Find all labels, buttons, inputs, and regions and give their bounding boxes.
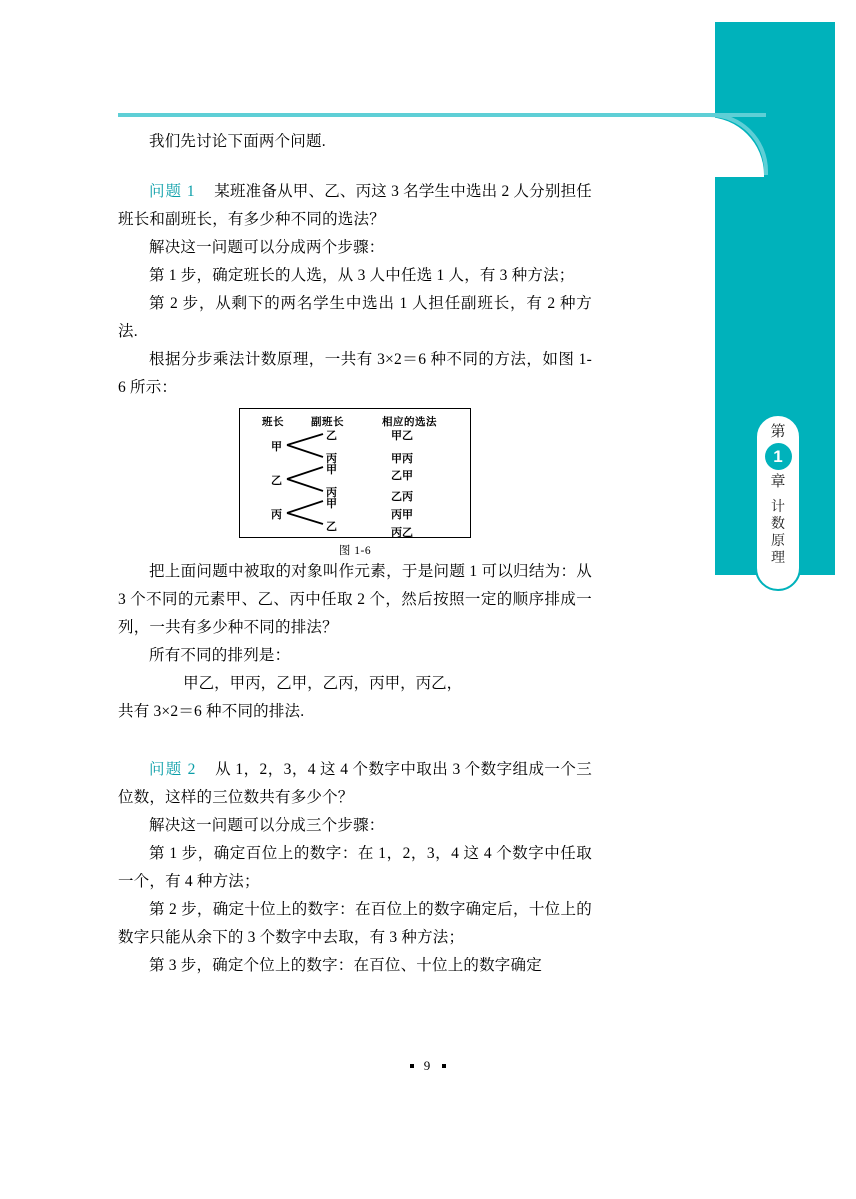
after-figure-paragraph-1: 把上面问题中被取的对象叫作元素，于是问题 1 可以归结为：从 3 个不同的元素甲、乙、丙中任取 2 个，然后按照一定的顺序排成一列，一共有多少种不同的排法？ bbox=[118, 563, 592, 636]
permutation-list: 甲乙，甲丙，乙甲，乙丙，丙甲，丙乙， bbox=[183, 675, 463, 692]
intro-paragraph: 我们先讨论下面两个问题. bbox=[149, 133, 326, 150]
chapter-tab-title-char-1: 计 bbox=[771, 499, 785, 515]
problem1-step2: 第 2 步，从剩下的两名学生中选出 1 人担任副班长，有 2 种方法. bbox=[118, 295, 592, 340]
figure-header-fubanzhang: 副班长 bbox=[311, 416, 344, 428]
problem2-step1: 第 1 步，确定百位上的数字：在 1，2，3，4 这 4 个数字中任取一个，有 4 种方法； bbox=[118, 845, 592, 890]
page-number-dot-left bbox=[410, 1064, 414, 1068]
figure-root-2: 乙 bbox=[271, 474, 282, 487]
page-number-value: 9 bbox=[423, 1058, 433, 1073]
after-figure-paragraph-3: 共有 3×2＝6 种不同的排法. bbox=[118, 703, 305, 720]
problem1-step1: 第 1 步，确定班长的人选，从 3 人中任选 1 人，有 3 种方法； bbox=[149, 267, 575, 284]
figure-branch-3-1: 甲 bbox=[326, 497, 337, 510]
figure-caption: 图 1-6 bbox=[338, 545, 372, 557]
figure-branch-2-2: 丙 bbox=[326, 486, 337, 499]
problem1-statement: 某班准备从甲、乙、丙这 3 名学生中选出 2 人分别担任班长和副班长，有多少种不同的选法？ bbox=[118, 183, 592, 228]
problem2-statement: 从 1，2，3，4 这 4 个数字中取出 3 个数字组成一个三位数，这样的三位数共有多少个？ bbox=[118, 761, 592, 806]
figure-header-banzhang: 班长 bbox=[262, 416, 284, 428]
figure-box bbox=[239, 408, 471, 538]
chapter-tab-title-char-4: 理 bbox=[771, 550, 785, 566]
page-content bbox=[118, 128, 592, 980]
problem1-statement-paragraph bbox=[118, 178, 592, 234]
figure-branch-2-1: 甲 bbox=[326, 463, 337, 476]
page-number-dot-right bbox=[442, 1064, 446, 1068]
figure-result-2: 甲丙 bbox=[391, 452, 413, 465]
figure-root-1: 甲 bbox=[271, 440, 282, 453]
figure-1-6 bbox=[118, 408, 592, 558]
figure-header-xuanfa: 相应的选法 bbox=[382, 416, 437, 428]
chapter-tab bbox=[755, 414, 801, 591]
chapter-tab-prefix: 第 bbox=[770, 422, 786, 440]
figure-branch-3-2: 乙 bbox=[326, 520, 337, 533]
problem1-conclusion: 根据分步乘法计数原理，一共有 3×2＝6 种不同的方法，如图 1-6 所示： bbox=[118, 351, 592, 396]
spacer bbox=[118, 726, 592, 756]
figure-branch-1-2: 丙 bbox=[326, 452, 337, 465]
problem2-step3: 第 3 步，确定个位上的数字：在百位、十位上的数字确定 bbox=[149, 957, 542, 974]
chapter-tab-unit: 章 bbox=[770, 472, 786, 490]
problem2-label: 问题 2 bbox=[149, 761, 197, 778]
problem1-lead: 解决这一问题可以分成两个步骤： bbox=[149, 239, 385, 256]
spacer bbox=[118, 156, 592, 178]
figure-result-1: 甲乙 bbox=[391, 429, 413, 442]
chapter-tab-title-char-3: 原 bbox=[771, 533, 785, 549]
figure-result-4: 乙丙 bbox=[391, 490, 413, 503]
figure-root-3: 丙 bbox=[271, 508, 282, 521]
figure-branch-1-1: 乙 bbox=[326, 429, 337, 442]
page-number bbox=[0, 1058, 856, 1074]
chapter-tab-number: 1 bbox=[765, 443, 792, 470]
figure-result-5: 丙甲 bbox=[391, 508, 413, 521]
figure-result-6: 丙乙 bbox=[391, 526, 413, 539]
problem2-statement-paragraph bbox=[118, 756, 592, 812]
figure-result-3: 乙甲 bbox=[391, 469, 413, 482]
header-divider-rule bbox=[118, 113, 766, 117]
chapter-tab-title-char-2: 数 bbox=[771, 516, 785, 532]
problem2-lead: 解决这一问题可以分成三个步骤： bbox=[149, 817, 385, 834]
after-figure-paragraph-2: 所有不同的排列是： bbox=[149, 647, 291, 664]
problem1-label: 问题 1 bbox=[149, 183, 196, 200]
problem2-step2: 第 2 步，确定十位上的数字：在百位上的数字确定后，十位上的数字只能从余下的 3 个数字中去取，有 3 种方法； bbox=[118, 901, 592, 946]
